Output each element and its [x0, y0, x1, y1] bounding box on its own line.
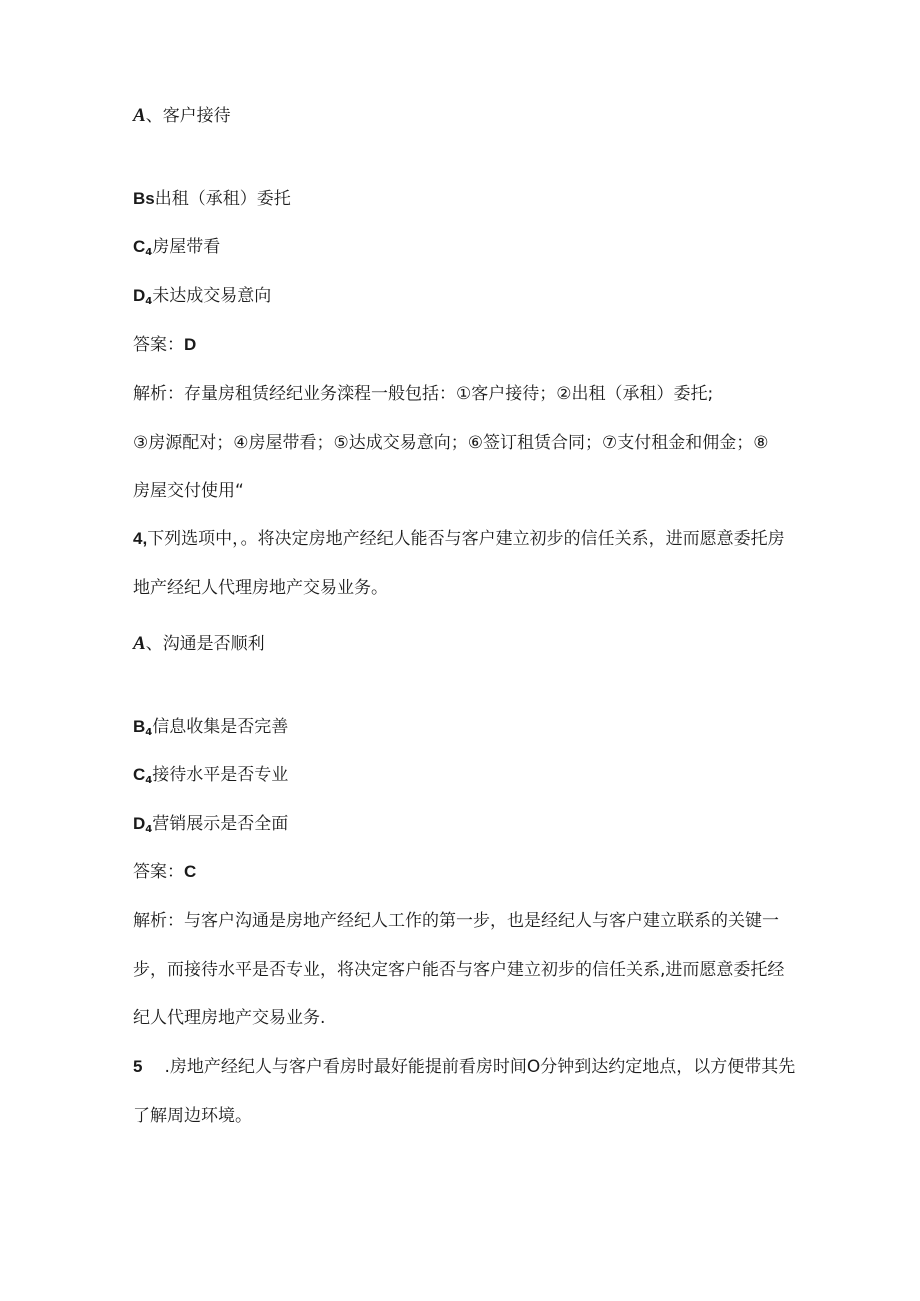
q3-option-d [133, 285, 271, 313]
option-letter: A [133, 633, 146, 654]
q4-option-a [133, 633, 265, 655]
option-text: 未达成交易意向 [152, 286, 272, 306]
q4-question-line-2: 地产经纪人代理房地产交易业务。 [133, 578, 388, 598]
question-number: 4, [133, 529, 148, 548]
q5-question-line-2: 了解周边环境。 [133, 1106, 252, 1126]
option-subscript: 4 [145, 775, 153, 786]
option-text: 营销展示是否全面 [152, 814, 289, 834]
q5-question-line-1 [133, 1056, 795, 1078]
answer-value: D [184, 335, 197, 354]
q3-analysis-line-2: ③房源配对；④房屋带看；⑤达成交易意向；⑥签订租赁合同；⑦支付租金和佣金；⑧ [133, 433, 769, 453]
q3-option-b [133, 188, 291, 210]
q3-option-a [133, 105, 231, 127]
q4-answer [133, 861, 196, 883]
q3-analysis-line-1: 解析：存量房租赁经纪业务滦程一般包括：①客户接待；②出租（承租）委托; [133, 384, 714, 404]
q4-option-b [133, 716, 288, 744]
option-separator: 、 [145, 106, 163, 126]
option-text: 沟通是否顺利 [162, 634, 265, 654]
option-text: 出租（承租）委托 [154, 189, 291, 209]
q3-answer [133, 334, 196, 356]
option-subscript: 4 [145, 727, 153, 738]
q4-analysis-line-1: 解析：与客户沟通是房地产经纪人工作的第一步，也是经纪人与客户建立联系的关键一 [133, 911, 779, 931]
option-subscript: 4 [145, 247, 153, 258]
option-text: 接待水平是否专业 [152, 765, 289, 785]
q3-analysis-line-3: 房屋交付使用“ [133, 481, 244, 501]
q3-option-c [133, 236, 220, 264]
option-subscript: 4 [145, 296, 153, 307]
option-letter: A [133, 105, 146, 126]
q4-option-c [133, 764, 288, 792]
option-letter: D [133, 814, 146, 833]
option-text: 客户接待 [162, 106, 231, 126]
question-text: .房地产经纪人与客户看房时最好能提前看房时间O分钟到达约定地点，以方便带其先 [164, 1057, 796, 1077]
option-letter: Bs [133, 189, 155, 208]
answer-value: C [184, 862, 197, 881]
answer-label: 答案： [133, 335, 184, 355]
option-separator: 、 [145, 634, 163, 654]
option-subscript: 4 [145, 824, 153, 835]
option-letter: C [133, 765, 146, 784]
q4-analysis-line-2: 步，而接待水平是否专业，将决定客户能否与客户建立初步的信任关系,进而愿意委托经 [133, 960, 785, 980]
answer-label: 答案： [133, 862, 184, 882]
q4-question-line-1 [133, 528, 785, 550]
q4-option-d [133, 813, 288, 841]
option-text: 信息收集是否完善 [152, 717, 289, 737]
option-letter: B [133, 717, 146, 736]
option-text: 房屋带看 [152, 237, 221, 257]
q4-analysis-line-3: 纪人代理房地产交易业务. [133, 1008, 326, 1028]
question-number: 5 [133, 1057, 143, 1076]
question-text: 下列选项中，。将决定房地产经纪人能否与客户建立初步的信任关系，进而愿意委托房 [147, 529, 785, 549]
option-letter: C [133, 237, 146, 256]
option-letter: D [133, 286, 146, 305]
